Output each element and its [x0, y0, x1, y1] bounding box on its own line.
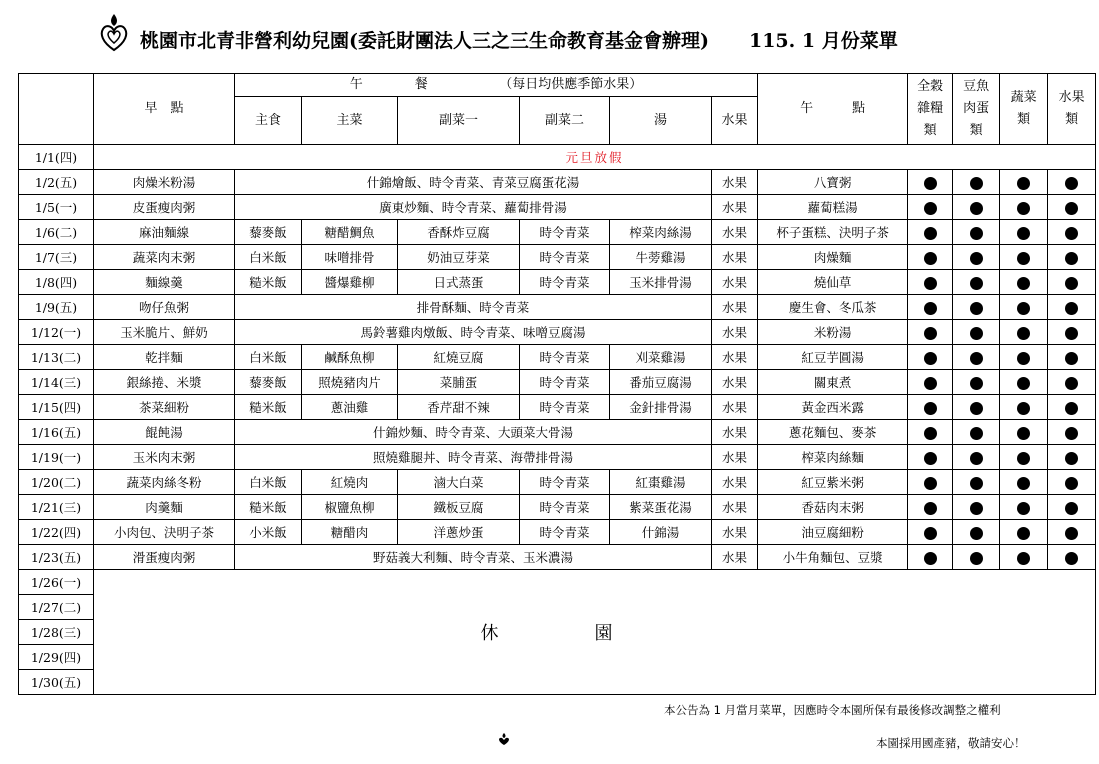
filled-circle-icon: [1065, 352, 1078, 365]
table-row: [19, 170, 1096, 195]
row-lunch-combined: 什錦炒麵、時令青菜、大頭菜大骨湯: [235, 420, 712, 445]
row-side2: 時令青菜: [520, 395, 610, 420]
row-staple: 藜麥飯: [235, 370, 302, 395]
filled-circle-icon: [970, 252, 983, 265]
row-food-group-mark: [1000, 520, 1048, 545]
filled-circle-icon: [1017, 227, 1030, 240]
row-food-group-mark: [908, 270, 953, 295]
row-food-group-mark: [1000, 545, 1048, 570]
filled-circle-icon: [970, 477, 983, 490]
row-side2: 時令青菜: [520, 470, 610, 495]
row-soup: 紫菜蛋花湯: [610, 495, 712, 520]
filled-circle-icon: [924, 227, 937, 240]
table-row: [19, 370, 1096, 395]
filled-circle-icon: [970, 377, 983, 390]
filled-circle-icon: [1065, 477, 1078, 490]
filled-circle-icon: [924, 377, 937, 390]
row-food-group-mark: [953, 320, 1000, 345]
row-date: 1/22(四): [19, 520, 94, 545]
row-food-group-mark: [1048, 495, 1096, 520]
row-lunch-combined: 馬鈴薯雞肉燉飯、時令青菜、味噌豆腐湯: [235, 320, 712, 345]
row-snack: 紅豆紫米粥: [758, 470, 908, 495]
filled-circle-icon: [1017, 277, 1030, 290]
filled-circle-icon: [1017, 202, 1030, 215]
row-breakfast: 肉羹麵: [94, 495, 235, 520]
row-food-group-mark: [908, 420, 953, 445]
row-food-group-mark: [1000, 445, 1048, 470]
row-lunch-combined: 照燒雞腿丼、時令青菜、海帶排骨湯: [235, 445, 712, 470]
veg-header: 蔬菜 類: [1000, 74, 1048, 145]
table-row: [19, 545, 1096, 570]
filled-circle-icon: [970, 352, 983, 365]
row-snack: 慶生會、冬瓜茶: [758, 295, 908, 320]
row-fruit: 水果: [712, 320, 758, 345]
date-header: [19, 74, 94, 145]
row-main: 糖醋肉: [302, 520, 398, 545]
row-food-group-mark: [1048, 245, 1096, 270]
row-food-group-mark: [953, 370, 1000, 395]
row-food-group-mark: [1000, 245, 1048, 270]
filled-circle-icon: [1065, 252, 1078, 265]
row-food-group-mark: [1048, 320, 1096, 345]
row-food-group-mark: [908, 395, 953, 420]
filled-circle-icon: [924, 177, 937, 190]
row-staple: 白米飯: [235, 345, 302, 370]
row-breakfast: 乾拌麵: [94, 345, 235, 370]
closed-date: 1/26(一): [19, 570, 94, 595]
row-lunch-combined: 什錦燴飯、時令青菜、青菜豆腐蛋花湯: [235, 170, 712, 195]
row-staple: 小米飯: [235, 520, 302, 545]
row-fruit: 水果: [712, 245, 758, 270]
row-snack: 肉燥麵: [758, 245, 908, 270]
row-soup: 刈菜雞湯: [610, 345, 712, 370]
table-row: [19, 220, 1096, 245]
breakfast-header: 早 點: [94, 74, 235, 145]
filled-circle-icon: [1065, 502, 1078, 515]
row-side2: 時令青菜: [520, 245, 610, 270]
filled-circle-icon: [970, 427, 983, 440]
row-fruit: 水果: [712, 395, 758, 420]
filled-circle-icon: [1017, 377, 1030, 390]
row-food-group-mark: [1000, 195, 1048, 220]
row-side1: 菜脯蛋: [398, 370, 520, 395]
title-text: 桃園市北青非營利幼兒園(委託財團法人三之三生命教育基金會辦理): [140, 30, 709, 52]
row-date: 1/8(四): [19, 270, 94, 295]
row-breakfast: 肉燥米粉湯: [94, 170, 235, 195]
row-staple: 藜麥飯: [235, 220, 302, 245]
row-date: 1/7(三): [19, 245, 94, 270]
filled-circle-icon: [1017, 552, 1030, 565]
row-side1: 奶油豆芽菜: [398, 245, 520, 270]
row-food-group-mark: [1000, 470, 1048, 495]
closed-date: 1/27(二): [19, 595, 94, 620]
filled-circle-icon: [924, 352, 937, 365]
row-breakfast: 茶菜細粉: [94, 395, 235, 420]
row-fruit: 水果: [712, 295, 758, 320]
row-soup: 番茄豆腐湯: [610, 370, 712, 395]
row-snack: 榨菜肉絲麵: [758, 445, 908, 470]
row-food-group-mark: [908, 445, 953, 470]
filled-circle-icon: [970, 202, 983, 215]
page-title: [140, 26, 898, 53]
row-date: 1/21(三): [19, 495, 94, 520]
filled-circle-icon: [970, 277, 983, 290]
table-row: [19, 520, 1096, 545]
row-staple: 白米飯: [235, 470, 302, 495]
row-food-group-mark: [908, 345, 953, 370]
row-food-group-mark: [908, 220, 953, 245]
filled-circle-icon: [1017, 327, 1030, 340]
table-row: [19, 270, 1096, 295]
row-soup: 什錦湯: [610, 520, 712, 545]
row-breakfast: 餛飩湯: [94, 420, 235, 445]
filled-circle-icon: [970, 527, 983, 540]
row-side1: 紅燒豆腐: [398, 345, 520, 370]
row-food-group-mark: [1000, 295, 1048, 320]
row-snack: 蔥花麵包、麥茶: [758, 420, 908, 445]
filled-circle-icon: [1065, 302, 1078, 315]
holiday-text: 元旦放假: [94, 145, 1096, 170]
row-side1: 滷大白菜: [398, 470, 520, 495]
row-date: 1/15(四): [19, 395, 94, 420]
filled-circle-icon: [924, 552, 937, 565]
filled-circle-icon: [1017, 502, 1030, 515]
filled-circle-icon: [1065, 402, 1078, 415]
filled-circle-icon: [1065, 377, 1078, 390]
staple-header: 主食: [235, 97, 302, 145]
row-staple: 白米飯: [235, 245, 302, 270]
grain-header: 全穀 雜糧 類: [908, 74, 953, 145]
table-row: [19, 195, 1096, 220]
snack-header: 午 點: [758, 74, 908, 145]
row-food-group-mark: [1000, 370, 1048, 395]
filled-circle-icon: [970, 452, 983, 465]
footer-note: 本公告為 1 月當月菜單，因應時令本園所保有最後修改調整之權利: [664, 703, 1001, 717]
filled-circle-icon: [924, 427, 937, 440]
row-food-group-mark: [1048, 420, 1096, 445]
filled-circle-icon: [1017, 352, 1030, 365]
row-side1: 香酥炸豆腐: [398, 220, 520, 245]
title-month: 115. 1 月份菜單: [748, 30, 898, 52]
lunch-header: 午 餐 （每日均供應季節水果）: [235, 74, 758, 97]
row-soup: 榨菜肉絲湯: [610, 220, 712, 245]
row-food-group-mark: [908, 320, 953, 345]
filled-circle-icon: [1017, 302, 1030, 315]
filled-circle-icon: [924, 252, 937, 265]
row-breakfast: 玉米肉末粥: [94, 445, 235, 470]
fruitcat-header: 水果 類: [1048, 74, 1096, 145]
filled-circle-icon: [1017, 477, 1030, 490]
filled-circle-icon: [1065, 452, 1078, 465]
row-fruit: 水果: [712, 545, 758, 570]
protein-header: 豆魚 肉蛋 類: [953, 74, 1000, 145]
row-food-group-mark: [1048, 345, 1096, 370]
row-breakfast: 麻油麵線: [94, 220, 235, 245]
row-date: 1/5(一): [19, 195, 94, 220]
filled-circle-icon: [924, 402, 937, 415]
row-date: 1/23(五): [19, 545, 94, 570]
row-side1: 香芹甜不辣: [398, 395, 520, 420]
filled-circle-icon: [1065, 427, 1078, 440]
row-breakfast: 吻仔魚粥: [94, 295, 235, 320]
row-food-group-mark: [1000, 320, 1048, 345]
row-breakfast: 麵線羹: [94, 270, 235, 295]
filled-circle-icon: [1065, 552, 1078, 565]
row-snack: 關東煮: [758, 370, 908, 395]
filled-circle-icon: [1065, 327, 1078, 340]
filled-circle-icon: [970, 227, 983, 240]
row-food-group-mark: [953, 520, 1000, 545]
row-snack: 八寶粥: [758, 170, 908, 195]
row-lunch-combined: 廣東炒麵、時令青菜、蘿蔔排骨湯: [235, 195, 712, 220]
row-food-group-mark: [908, 295, 953, 320]
row-date: 1/16(五): [19, 420, 94, 445]
row-food-group-mark: [953, 470, 1000, 495]
row-main: 椒鹽魚柳: [302, 495, 398, 520]
row-food-group-mark: [953, 420, 1000, 445]
row-food-group-mark: [908, 195, 953, 220]
row-food-group-mark: [908, 495, 953, 520]
school-logo-icon: [99, 12, 129, 52]
closed-date: 1/30(五): [19, 670, 94, 695]
fruit-header: 水果: [712, 97, 758, 145]
row-snack: 杯子蛋糕、決明子茶: [758, 220, 908, 245]
row-food-group-mark: [1000, 220, 1048, 245]
row-food-group-mark: [1048, 545, 1096, 570]
filled-circle-icon: [924, 202, 937, 215]
table-row: [19, 345, 1096, 370]
soup-header: 湯: [610, 97, 712, 145]
row-side2: 時令青菜: [520, 495, 610, 520]
row-food-group-mark: [953, 220, 1000, 245]
row-snack: 油豆腐細粉: [758, 520, 908, 545]
filled-circle-icon: [924, 302, 937, 315]
row-lunch-combined: 野菇義大利麵、時令青菜、玉米濃湯: [235, 545, 712, 570]
row-breakfast: 蔬菜肉絲冬粉: [94, 470, 235, 495]
row-food-group-mark: [1048, 445, 1096, 470]
filled-circle-icon: [970, 402, 983, 415]
row-food-group-mark: [1048, 170, 1096, 195]
row-food-group-mark: [908, 470, 953, 495]
filled-circle-icon: [1065, 277, 1078, 290]
row-date: 1/13(二): [19, 345, 94, 370]
row-main: 照燒豬肉片: [302, 370, 398, 395]
table-row: [19, 245, 1096, 270]
row-date: 1/6(二): [19, 220, 94, 245]
row-side2: 時令青菜: [520, 220, 610, 245]
filled-circle-icon: [924, 477, 937, 490]
row-fruit: 水果: [712, 445, 758, 470]
filled-circle-icon: [1065, 202, 1078, 215]
row-fruit: 水果: [712, 420, 758, 445]
table-row: [19, 395, 1096, 420]
row-food-group-mark: [953, 270, 1000, 295]
filled-circle-icon: [1017, 252, 1030, 265]
row-food-group-mark: [953, 245, 1000, 270]
main-header: 主菜: [302, 97, 398, 145]
row-main: 紅燒肉: [302, 470, 398, 495]
row-snack: 蘿蔔糕湯: [758, 195, 908, 220]
filled-circle-icon: [1065, 177, 1078, 190]
row-breakfast: 銀絲捲、米漿: [94, 370, 235, 395]
row-date: 1/14(三): [19, 370, 94, 395]
holiday-row: [19, 145, 1096, 170]
row-staple: 糙米飯: [235, 495, 302, 520]
row-date: 1/20(二): [19, 470, 94, 495]
row-food-group-mark: [953, 195, 1000, 220]
row-food-group-mark: [953, 395, 1000, 420]
filled-circle-icon: [924, 277, 937, 290]
filled-circle-icon: [924, 502, 937, 515]
row-lunch-combined: 排骨酥麵、時令青菜: [235, 295, 712, 320]
row-food-group-mark: [953, 170, 1000, 195]
menu-table: [18, 73, 1096, 695]
small-logo-icon: [497, 732, 511, 746]
filled-circle-icon: [970, 327, 983, 340]
row-fruit: 水果: [712, 195, 758, 220]
row-fruit: 水果: [712, 170, 758, 195]
row-side1: 日式蒸蛋: [398, 270, 520, 295]
row-side1: 洋蔥炒蛋: [398, 520, 520, 545]
row-food-group-mark: [1000, 170, 1048, 195]
filled-circle-icon: [1017, 402, 1030, 415]
row-date: 1/2(五): [19, 170, 94, 195]
filled-circle-icon: [924, 327, 937, 340]
row-staple: 糙米飯: [235, 395, 302, 420]
closed-row: [19, 570, 1096, 595]
filled-circle-icon: [924, 527, 937, 540]
row-fruit: 水果: [712, 495, 758, 520]
row-breakfast: 滑蛋瘦肉粥: [94, 545, 235, 570]
row-breakfast: 皮蛋瘦肉粥: [94, 195, 235, 220]
row-food-group-mark: [953, 495, 1000, 520]
row-food-group-mark: [1048, 395, 1096, 420]
row-staple: 糙米飯: [235, 270, 302, 295]
row-food-group-mark: [1000, 420, 1048, 445]
row-food-group-mark: [1048, 195, 1096, 220]
row-food-group-mark: [908, 170, 953, 195]
row-food-group-mark: [1000, 395, 1048, 420]
filled-circle-icon: [970, 302, 983, 315]
row-food-group-mark: [908, 245, 953, 270]
row-food-group-mark: [908, 370, 953, 395]
row-soup: 牛蒡雞湯: [610, 245, 712, 270]
row-fruit: 水果: [712, 345, 758, 370]
row-food-group-mark: [1048, 295, 1096, 320]
row-food-group-mark: [953, 295, 1000, 320]
filled-circle-icon: [1065, 527, 1078, 540]
row-fruit: 水果: [712, 370, 758, 395]
filled-circle-icon: [970, 552, 983, 565]
row-fruit: 水果: [712, 220, 758, 245]
row-main: 味噌排骨: [302, 245, 398, 270]
row-snack: 燒仙草: [758, 270, 908, 295]
row-snack: 黃金西米露: [758, 395, 908, 420]
row-date: 1/12(一): [19, 320, 94, 345]
filled-circle-icon: [1017, 177, 1030, 190]
filled-circle-icon: [924, 452, 937, 465]
row-food-group-mark: [908, 545, 953, 570]
row-food-group-mark: [1000, 345, 1048, 370]
row-date: 1/19(一): [19, 445, 94, 470]
row-side1: 鐵板豆腐: [398, 495, 520, 520]
filled-circle-icon: [1017, 427, 1030, 440]
row-food-group-mark: [1048, 370, 1096, 395]
row-breakfast: 小肉包、決明子茶: [94, 520, 235, 545]
table-row: [19, 420, 1096, 445]
side2-header: 副菜二: [520, 97, 610, 145]
closed-date: 1/29(四): [19, 645, 94, 670]
row-fruit: 水果: [712, 270, 758, 295]
table-row: [19, 320, 1096, 345]
row-side2: 時令青菜: [520, 270, 610, 295]
row-snack: 米粉湯: [758, 320, 908, 345]
filled-circle-icon: [970, 502, 983, 515]
row-snack: 香菇肉末粥: [758, 495, 908, 520]
row-food-group-mark: [953, 345, 1000, 370]
side1-header: 副菜一: [398, 97, 520, 145]
closed-date: 1/28(三): [19, 620, 94, 645]
row-food-group-mark: [953, 545, 1000, 570]
row-food-group-mark: [1048, 520, 1096, 545]
row-fruit: 水果: [712, 520, 758, 545]
closed-text: 休園: [480, 623, 709, 644]
row-food-group-mark: [1048, 270, 1096, 295]
row-soup: 金針排骨湯: [610, 395, 712, 420]
row-date: 1/9(五): [19, 295, 94, 320]
row-food-group-mark: [908, 520, 953, 545]
row-side2: 時令青菜: [520, 520, 610, 545]
row-fruit: 水果: [712, 470, 758, 495]
filled-circle-icon: [1017, 527, 1030, 540]
row-main: 鹹酥魚柳: [302, 345, 398, 370]
row-breakfast: 蔬菜肉末粥: [94, 245, 235, 270]
table-row: [19, 495, 1096, 520]
row-side2: 時令青菜: [520, 370, 610, 395]
row-main: 糖醋鯛魚: [302, 220, 398, 245]
row-soup: 玉米排骨湯: [610, 270, 712, 295]
table-row: [19, 445, 1096, 470]
row-snack: 紅豆芋圓湯: [758, 345, 908, 370]
row-soup: 紅棗雞湯: [610, 470, 712, 495]
filled-circle-icon: [1017, 452, 1030, 465]
row-main: 醬爆雞柳: [302, 270, 398, 295]
table-row: [19, 295, 1096, 320]
footer-pork-note: 本園採用國產豬，敬請安心！: [876, 736, 1026, 750]
row-food-group-mark: [1000, 270, 1048, 295]
filled-circle-icon: [970, 177, 983, 190]
row-main: 蔥油雞: [302, 395, 398, 420]
row-food-group-mark: [1000, 495, 1048, 520]
holiday-date: 1/1(四): [19, 145, 94, 170]
row-side2: 時令青菜: [520, 345, 610, 370]
row-food-group-mark: [953, 445, 1000, 470]
row-food-group-mark: [1048, 220, 1096, 245]
row-food-group-mark: [1048, 470, 1096, 495]
table-row: [19, 470, 1096, 495]
row-snack: 小牛角麵包、豆漿: [758, 545, 908, 570]
closed-notice: [94, 570, 1096, 695]
row-breakfast: 玉米脆片、鮮奶: [94, 320, 235, 345]
filled-circle-icon: [1065, 227, 1078, 240]
